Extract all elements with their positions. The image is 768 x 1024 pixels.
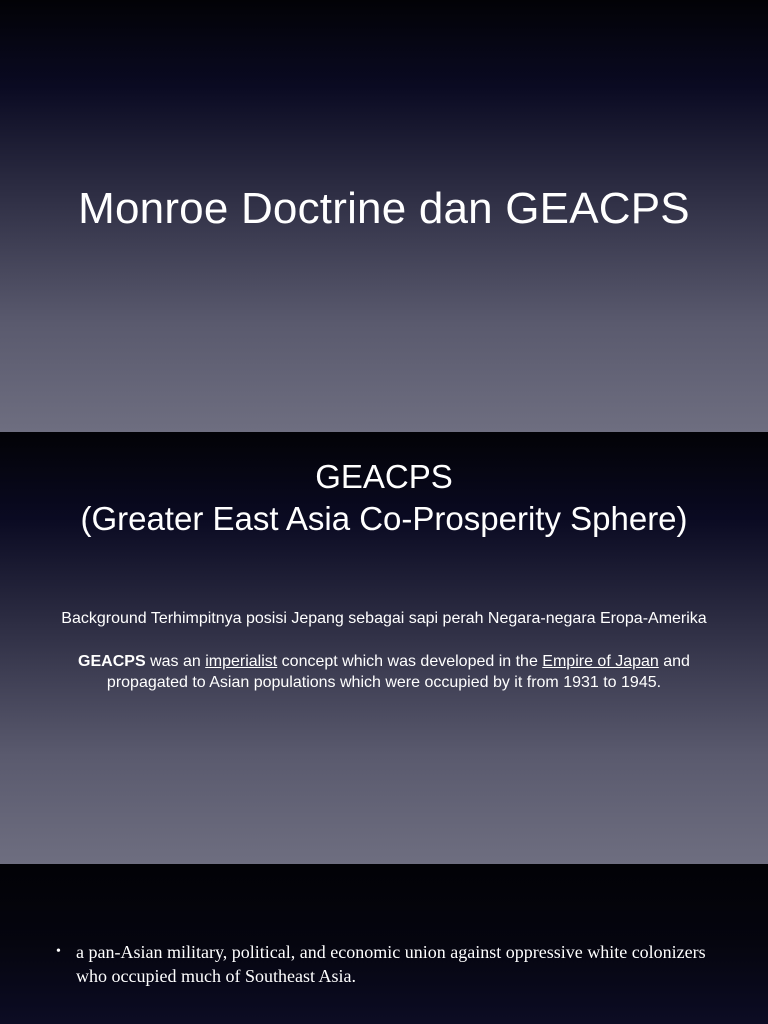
title-line-1: GEACPS — [315, 458, 453, 495]
slide-title: Monroe Doctrine dan GEACPS — [78, 184, 690, 233]
imperialist-link[interactable]: imperialist — [205, 653, 278, 670]
slide-2 — [0, 432, 768, 864]
definition-paragraph — [50, 651, 718, 693]
bullet-icon: • — [56, 944, 61, 959]
text-segment: concept which was developed in the — [277, 653, 543, 670]
text-segment: was an — [145, 653, 206, 670]
slide-3 — [0, 864, 768, 1024]
text-segment: and propagated to Asian populations which were occupied by it from 1931 to 1945. — [106, 653, 690, 691]
slide-title — [0, 456, 768, 540]
slide-body — [50, 608, 718, 715]
bullet-text: a pan-Asian military, political, and economic union against oppressive white colonizers who occupied much of Southeast Asia. — [76, 942, 706, 986]
background-text: Background Terhimpitnya posisi Jepang sebagai sapi perah Negara-negara Eropa-Amerika — [61, 610, 707, 627]
bold-term: GEACPS — [78, 653, 146, 670]
empire-of-japan-link[interactable]: Empire of Japan — [542, 653, 659, 670]
title-line-2: (Greater East Asia Co-Prosperity Sphere) — [80, 500, 688, 537]
slide-1 — [0, 0, 768, 432]
bullet-list — [56, 940, 716, 988]
list-item — [56, 940, 716, 988]
